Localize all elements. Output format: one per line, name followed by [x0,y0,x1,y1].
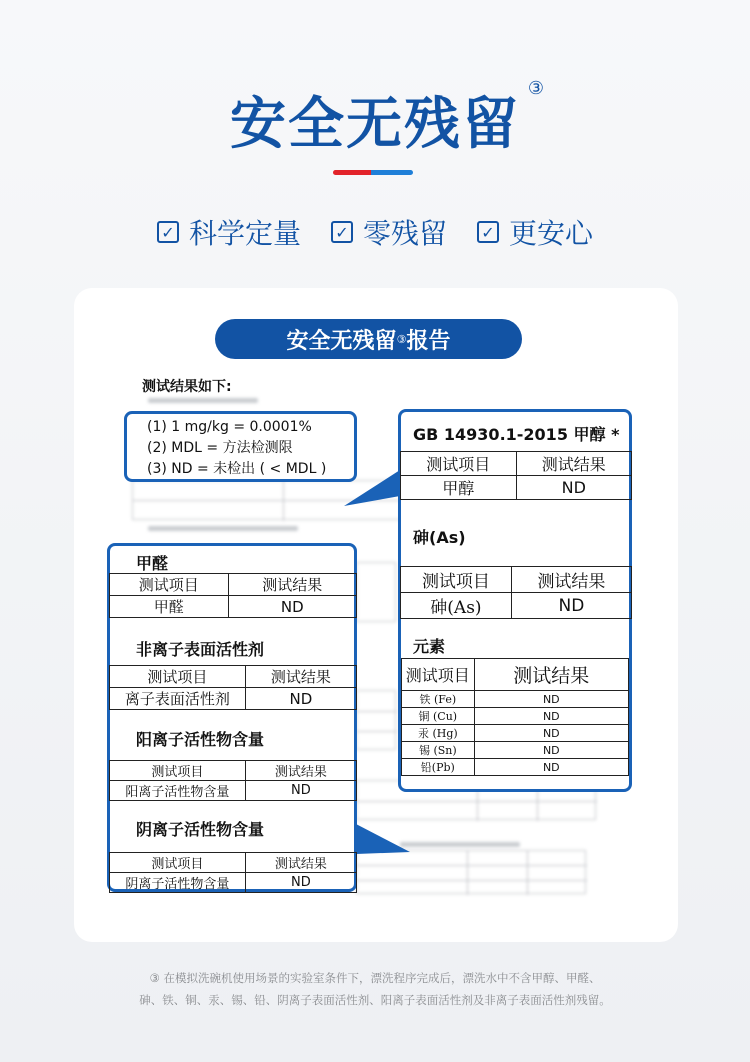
results-heading: 测试结果如下: [142,379,232,395]
table-header: 测试结果 [516,452,632,476]
table-header: 测试结果 [245,853,356,873]
feature-item [331,212,447,252]
page-title-text: 安全无残留 [230,92,520,157]
blurred-table [356,562,396,622]
footnote [0,967,750,1011]
cationic-table [109,760,357,801]
table-header: 测试项目 [401,567,512,593]
underline-red-segment [333,170,371,175]
elements-title: 元素 [413,637,446,656]
table-cell: ND [474,725,628,742]
table-header: 测试项目 [110,666,246,688]
formaldehyde-table [109,573,357,618]
table-cell: ND [511,593,631,619]
feature-item [157,212,301,252]
blurred-text [148,526,298,531]
table-cell: ND [474,759,628,776]
feature-label: 零残留 [362,217,447,250]
table-cell: 甲醇 [401,476,517,500]
blurred-table [356,690,396,750]
checkbox-icon: ✓ [157,221,179,243]
feature-list [0,212,750,252]
report-pill-suffix: 报告 [406,328,451,354]
table-header: 测试结果 [474,659,628,691]
table-cell: ND [474,742,628,759]
table-cell: 锡 (Sn) [402,742,475,759]
arsenic-table [400,566,632,619]
checkbox-icon: ✓ [477,221,499,243]
report-title-pill [215,319,522,359]
nonionic-table [109,665,357,710]
table-cell: 铁 (Fe) [402,691,475,708]
table-cell: ND [516,476,632,500]
page-title [230,78,546,160]
formaldehyde-title: 甲醛 [136,554,169,573]
note-line: (1) 1 mg/kg = 0.0001% [147,419,312,435]
arsenic-title: 砷(As) [413,528,466,547]
gb-standard-callout [398,409,632,792]
callout-pointer [350,820,420,860]
methanol-table [400,451,632,500]
table-cell: ND [245,873,356,893]
surfactant-callout [107,543,357,892]
feature-label: 科学定量 [188,217,301,250]
table-cell: 铅(Pb) [402,759,475,776]
table-header: 测试项目 [110,761,246,781]
blurred-text [148,398,258,403]
note-line: (2) MDL = 方法检测限 [147,440,293,456]
table-cell: ND [228,596,356,618]
table-cell: ND [474,708,628,725]
table-header: 测试项目 [401,452,517,476]
underline-blue-segment [371,170,413,175]
notes-callout [124,411,357,482]
cationic-title: 阳离子活性物含量 [136,730,265,749]
gb-standard-title: GB 14930.1-2015 甲醇 * [413,425,620,444]
anionic-title: 阴离子活性物含量 [136,820,265,839]
table-header: 测试项目 [110,574,229,596]
table-header: 测试项目 [110,853,246,873]
table-cell: 阴离子活性物含量 [110,873,246,893]
footnote-line: 砷、铁、铜、汞、锡、铅、阴离子表面活性剂、阳离子表面活性剂及非离子表面活性剂残留。 [139,993,611,1007]
title-underline [333,170,413,175]
anionic-table [109,852,357,893]
table-header: 测试结果 [245,666,356,688]
table-cell: 砷(As) [401,593,512,619]
table-cell: ND [245,688,356,710]
table-cell: 甲醛 [110,596,229,618]
checkbox-icon: ✓ [331,221,353,243]
elements-table [401,658,629,776]
table-header: 测试项目 [402,659,475,691]
table-cell: 阳离子活性物含量 [110,781,246,801]
table-cell: 铜 (Cu) [402,708,475,725]
table-cell: 离子表面活性剂 [110,688,246,710]
table-cell: 汞 (Hg) [402,725,475,742]
table-cell: ND [245,781,356,801]
feature-label: 更安心 [509,217,594,250]
report-pill-label: 安全无残留 [286,328,397,354]
table-header: 测试结果 [511,567,631,593]
nonionic-title: 非离子表面活性剂 [136,640,265,659]
note-line: (3) ND = 未检出 ( < MDL ) [147,461,327,477]
feature-item [477,212,593,252]
title-section [0,80,750,160]
table-header: 测试结果 [245,761,356,781]
report-pill-mark: ③ [396,332,407,346]
footnote-line: ③ 在模拟洗碗机使用场景的实验室条件下，漂洗程序完成后，漂洗水中不含甲醇、甲醛、 [149,971,601,985]
title-footnote-mark: ③ [527,78,546,99]
table-header: 测试结果 [228,574,356,596]
table-cell: ND [474,691,628,708]
